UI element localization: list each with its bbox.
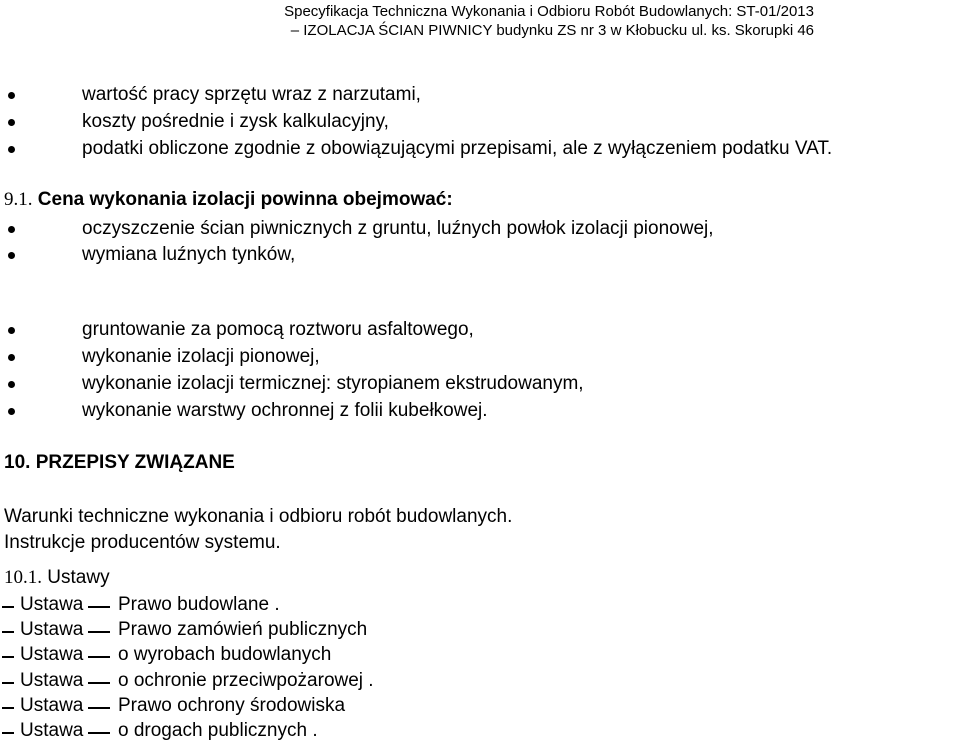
- bullet-icon: [8, 119, 15, 126]
- dash-icon: [88, 631, 110, 633]
- dash-icon: [2, 631, 14, 633]
- header-line-2: – IZOLACJA ŚCIAN PIWNICY budynku ZS nr 3 w Kłobucku ul. ks. Skorupki 46: [290, 22, 814, 39]
- list-item: koszty pośrednie i zysk kalkulacyjny,: [0, 109, 960, 135]
- dash-icon: [2, 606, 14, 608]
- section-number: 9.1.: [4, 189, 33, 210]
- bullet-icon: [8, 408, 15, 415]
- list-item: wykonanie izolacji pionowej,: [0, 344, 960, 370]
- list-item: wymiana luźnych tynków,: [0, 242, 960, 268]
- list-item: podatki obliczone zgodnie z obowiązującymi przepisami, ale z wyłączeniem podatku VAT.: [0, 136, 960, 162]
- section-number: 10.1.: [4, 567, 42, 588]
- header-line-1: Specyfikacja Techniczna Wykonania i Odbioru Robót Budowlanych: ST-01/2013: [284, 3, 814, 20]
- bullet-icon: [8, 252, 15, 259]
- paragraph-line: Warunki techniczne wykonania i odbioru robót budowlanych.: [4, 506, 513, 527]
- bullet-icon: [8, 354, 15, 361]
- dash-icon: [88, 656, 110, 658]
- section-10-1-heading: [4, 565, 110, 591]
- dash-icon: [88, 707, 110, 709]
- section-title: Cena wykonania izolacji powinna obejmować:: [37, 189, 453, 210]
- dash-icon: [2, 732, 14, 734]
- dash-icon: [2, 682, 14, 684]
- list-item: gruntowanie za pomocą roztworu asfaltowego,: [0, 317, 960, 343]
- list-item: oczyszczenie ścian piwnicznych z gruntu, luźnych powłok izolacji pionowej,: [0, 216, 960, 242]
- dash-icon: [88, 732, 110, 734]
- bullet-icon: [8, 226, 15, 233]
- bullet-icon: [8, 146, 15, 153]
- dash-icon: [88, 682, 110, 684]
- list-item: wartość pracy sprzętu wraz z narzutami,: [0, 82, 960, 108]
- section-10-heading: 10. PRZEPISY ZWIĄZANE: [4, 452, 235, 473]
- list-item: wykonanie izolacji termicznej: styropianem ekstrudowanym,: [0, 371, 960, 397]
- bullet-icon: [8, 92, 15, 99]
- bullet-icon: [8, 327, 15, 334]
- bullet-icon: [8, 381, 15, 388]
- paragraph-line: Instrukcje producentów systemu.: [4, 532, 281, 553]
- section-title: Ustawy: [47, 567, 110, 588]
- section-9-1-heading: [4, 187, 453, 213]
- dash-icon: [2, 656, 14, 658]
- dash-icon: [2, 707, 14, 709]
- list-item: wykonanie warstwy ochronnej z folii kubełkowej.: [0, 398, 960, 424]
- dash-icon: [88, 606, 110, 608]
